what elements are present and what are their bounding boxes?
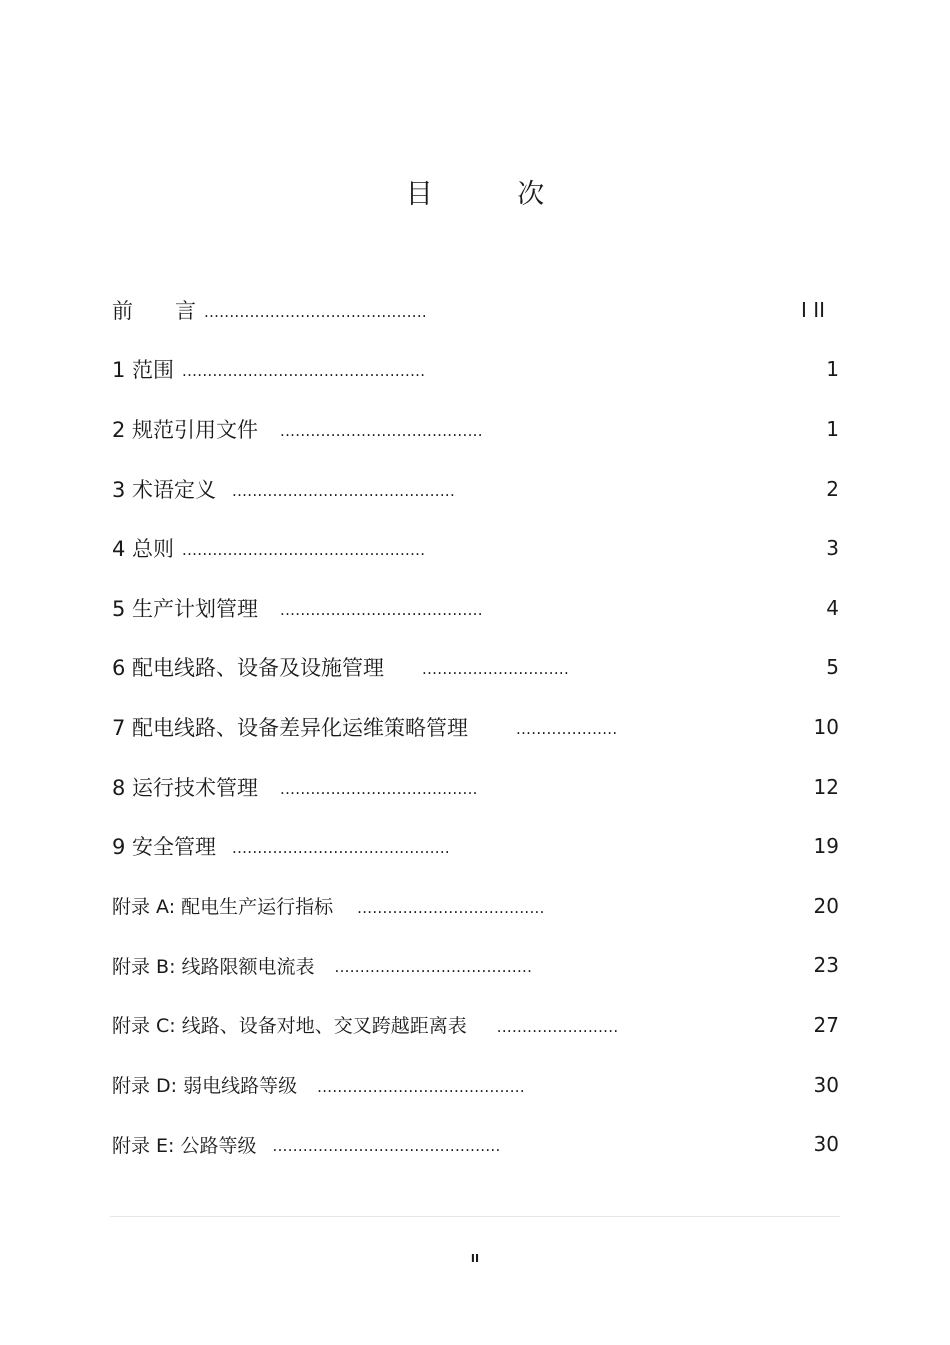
toc-leader-dots: ............................................ xyxy=(232,481,456,500)
toc-entry-label: 2 规范引用文件 xyxy=(112,417,259,442)
toc-page-number: 1 xyxy=(826,416,839,441)
toc-page-number: 20 xyxy=(813,893,839,918)
page-title: 目 次 xyxy=(405,179,583,210)
toc-leader-dots: ....................................... xyxy=(280,779,478,798)
toc-entry-label: 附录 E: 公路等级 xyxy=(112,1134,257,1157)
toc-leader-dots: ......................................... xyxy=(317,1077,525,1096)
toc-entry-label: 8 运行技术管理 xyxy=(112,775,259,800)
toc-entry-label: 附录 C: 线路、设备对地、交叉跨越距离表 xyxy=(112,1015,467,1038)
toc-entry-label: 7 配电线路、设备差异化运维策略管理 xyxy=(112,715,469,740)
toc-page-number: 30 xyxy=(813,1132,839,1157)
toc-leader-dots: ........................................... xyxy=(232,839,450,858)
toc-page-number: I II xyxy=(800,297,825,322)
toc-entry-appendix-a[interactable] xyxy=(112,876,839,936)
toc-entry-appendix-e[interactable] xyxy=(112,1114,839,1174)
toc-entry-label: 4 总则 xyxy=(112,537,175,562)
toc-page-number: 12 xyxy=(813,774,839,799)
toc-entry-label: 附录 D: 弱电线路等级 xyxy=(112,1075,298,1098)
toc-leader-dots: ....................................... xyxy=(334,958,533,977)
toc-entry-label: 6 配电线路、设备及设施管理 xyxy=(112,656,385,681)
toc-leader-dots: ................................................ xyxy=(182,541,426,560)
toc-page-number: 10 xyxy=(813,714,839,739)
toc-leader-dots: ........................................ xyxy=(280,421,483,440)
toc-page-number: 5 xyxy=(826,655,839,680)
toc-leader-dots: ..................................... xyxy=(357,898,545,917)
toc-entry-label: 附录 B: 线路限额电流表 xyxy=(112,955,315,978)
toc-leader-dots: ............................. xyxy=(422,660,570,679)
toc-entry-safety-management[interactable] xyxy=(112,816,839,876)
footer-page-number: II xyxy=(470,1252,480,1265)
toc-entry-production-planning[interactable] xyxy=(112,578,839,638)
toc-page-number: 3 xyxy=(826,536,839,561)
toc-entry-appendix-c[interactable] xyxy=(112,995,839,1055)
toc-page-number: 30 xyxy=(813,1072,839,1097)
toc-leader-dots: ............................................. xyxy=(272,1137,501,1156)
toc-entry-general[interactable] xyxy=(112,518,839,578)
toc-leader-dots: ........................................ xyxy=(280,600,483,619)
toc-leader-dots: .................... xyxy=(516,719,618,738)
toc-entry-differentiated-maintenance[interactable] xyxy=(112,697,839,757)
toc-page-number: 4 xyxy=(826,595,839,620)
toc-entry-terms-definitions[interactable] xyxy=(112,459,839,519)
toc-page-number: 1 xyxy=(826,357,839,382)
table-of-contents xyxy=(112,280,839,1174)
toc-entry-normative-references[interactable] xyxy=(112,399,839,459)
toc-entry-appendix-d[interactable] xyxy=(112,1055,839,1115)
toc-leader-dots: ........................ xyxy=(496,1017,619,1036)
toc-entry-label: 5 生产计划管理 xyxy=(112,596,259,621)
toc-leader-dots: ................................................ xyxy=(182,362,426,381)
toc-entry-label: 3 术语定义 xyxy=(112,477,217,502)
toc-entry-label: 1 范围 xyxy=(112,358,175,383)
toc-page-number: 23 xyxy=(813,953,839,978)
toc-entry-label: 前 言 xyxy=(112,298,196,323)
toc-entry-scope[interactable] xyxy=(112,340,839,400)
toc-page-number: 2 xyxy=(826,476,839,501)
toc-leader-dots: ............................................ xyxy=(204,302,427,321)
toc-entry-preface[interactable] xyxy=(112,280,839,340)
toc-page-number: 19 xyxy=(813,834,839,859)
toc-entry-label: 附录 A: 配电生产运行指标 xyxy=(112,896,334,919)
toc-entry-appendix-b[interactable] xyxy=(112,936,839,996)
toc-page-number: 27 xyxy=(813,1012,839,1037)
toc-entry-operation-technology[interactable] xyxy=(112,757,839,817)
toc-entry-lines-equipment[interactable] xyxy=(112,638,839,698)
footer-divider xyxy=(110,1216,840,1217)
toc-entry-label: 9 安全管理 xyxy=(112,835,217,860)
